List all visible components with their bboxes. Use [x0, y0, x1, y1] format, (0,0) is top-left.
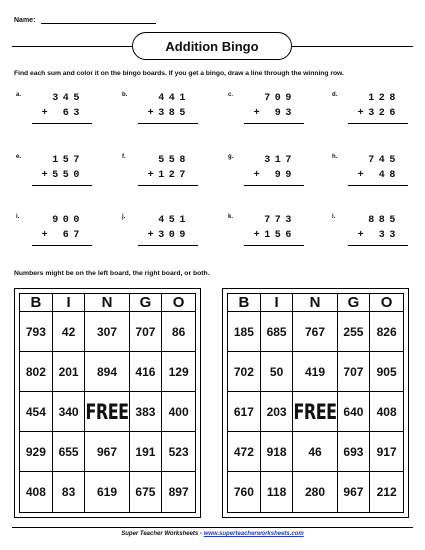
- free-space-label: FREE: [85, 398, 129, 425]
- problem-label: c.: [228, 92, 234, 98]
- right-bingo-board: [222, 288, 409, 518]
- left-bingo-board: [14, 288, 201, 518]
- right-bingo-grid: [227, 293, 404, 513]
- left-bingo-cell[interactable]: 675: [130, 472, 163, 512]
- left-free-space[interactable]: [85, 392, 129, 432]
- problem-answer-line[interactable]: [32, 245, 92, 246]
- name-label: Name:: [14, 17, 36, 24]
- left-bingo-cell[interactable]: 619: [85, 472, 129, 512]
- right-bingo-cell[interactable]: 640: [338, 392, 371, 432]
- problem-label: a.: [16, 92, 22, 98]
- left-bingo-cell[interactable]: 523: [162, 432, 195, 472]
- right-bingo-cell[interactable]: 702: [228, 352, 261, 392]
- right-bingo-cell[interactable]: 46: [293, 432, 337, 472]
- problem-label: f.: [122, 154, 126, 160]
- right-free-space[interactable]: [293, 392, 337, 432]
- right-bingo-cell[interactable]: 203: [261, 392, 294, 432]
- right-bingo-cell[interactable]: 118: [261, 472, 294, 512]
- problem-addend-bottom: + 33: [357, 230, 400, 241]
- left-bingo-cell[interactable]: 929: [20, 432, 53, 472]
- left-bingo-cell[interactable]: 793: [20, 312, 53, 352]
- problem-addend-top: 345: [52, 93, 84, 104]
- problem-answer-line[interactable]: [348, 245, 408, 246]
- problem-answer-line[interactable]: [138, 123, 198, 124]
- problem-g: [228, 154, 318, 204]
- problem-a: [16, 92, 106, 142]
- left-bingo-cell[interactable]: 454: [20, 392, 53, 432]
- problem-answer-line[interactable]: [244, 245, 304, 246]
- problem-addend-bottom: + 63: [41, 108, 84, 119]
- problem-addend-top: 157: [52, 155, 84, 166]
- problem-answer-line[interactable]: [138, 185, 198, 186]
- left-header-b: B: [20, 294, 53, 312]
- page-title: Addition Bingo: [132, 32, 292, 60]
- problem-addend-top: 709: [264, 93, 296, 104]
- left-bingo-cell[interactable]: 416: [130, 352, 163, 392]
- right-bingo-cell[interactable]: 826: [370, 312, 403, 352]
- right-bingo-cell[interactable]: 707: [338, 352, 371, 392]
- problem-j: [122, 214, 212, 264]
- problem-l: [332, 214, 422, 264]
- problem-addend-bottom: +127: [147, 170, 190, 181]
- left-bingo-cell[interactable]: 408: [20, 472, 53, 512]
- left-bingo-cell[interactable]: 655: [53, 432, 86, 472]
- right-bingo-cell[interactable]: 50: [261, 352, 294, 392]
- right-bingo-cell[interactable]: 760: [228, 472, 261, 512]
- name-blank-line[interactable]: [41, 16, 156, 24]
- right-bingo-cell[interactable]: 408: [370, 392, 403, 432]
- left-bingo-cell[interactable]: 201: [53, 352, 86, 392]
- right-bingo-cell[interactable]: 905: [370, 352, 403, 392]
- problem-addend-bottom: +385: [147, 108, 190, 119]
- left-bingo-cell[interactable]: 967: [85, 432, 129, 472]
- problem-e: [16, 154, 106, 204]
- left-bingo-cell[interactable]: 400: [162, 392, 195, 432]
- problem-addend-top: 451: [158, 215, 190, 226]
- right-bingo-cell[interactable]: 280: [293, 472, 337, 512]
- problem-c: [228, 92, 318, 142]
- problem-d: [332, 92, 422, 142]
- problem-addend-bottom: + 48: [357, 170, 400, 181]
- right-bingo-cell[interactable]: 918: [261, 432, 294, 472]
- problem-addend-top: 558: [158, 155, 190, 166]
- instructions-text: Find each sum and color it on the bingo boards. If you get a bingo, draw a line through the winning row.: [14, 70, 344, 77]
- problem-label: i.: [16, 214, 20, 220]
- right-bingo-cell[interactable]: 767: [293, 312, 337, 352]
- right-header-n: N: [293, 294, 337, 312]
- problem-addend-bottom: +326: [357, 108, 400, 119]
- right-bingo-cell[interactable]: 617: [228, 392, 261, 432]
- footer-link[interactable]: www.superteacherworksheets.com: [203, 531, 304, 537]
- problem-answer-line[interactable]: [348, 185, 408, 186]
- left-bingo-cell[interactable]: 86: [162, 312, 195, 352]
- problem-answer-line[interactable]: [32, 185, 92, 186]
- problem-addend-bottom: +309: [147, 230, 190, 241]
- problem-label: b.: [122, 92, 128, 98]
- right-header-b: B: [228, 294, 261, 312]
- left-header-n: N: [85, 294, 129, 312]
- problem-k: [228, 214, 318, 264]
- problem-label: l.: [332, 214, 336, 220]
- name-row: [14, 16, 156, 24]
- footer-rule: [12, 527, 413, 528]
- right-bingo-cell[interactable]: 693: [338, 432, 371, 472]
- problem-label: d.: [332, 92, 338, 98]
- left-header-i: I: [53, 294, 86, 312]
- right-bingo-cell[interactable]: 472: [228, 432, 261, 472]
- left-bingo-cell[interactable]: 383: [130, 392, 163, 432]
- problem-f: [122, 154, 212, 204]
- problem-addend-top: 900: [52, 215, 84, 226]
- left-bingo-cell[interactable]: 307: [85, 312, 129, 352]
- right-bingo-cell[interactable]: 685: [261, 312, 294, 352]
- left-bingo-cell[interactable]: 340: [53, 392, 86, 432]
- problem-addend-top: 317: [264, 155, 296, 166]
- right-header-g: G: [338, 294, 371, 312]
- left-bingo-cell[interactable]: 129: [162, 352, 195, 392]
- right-bingo-cell[interactable]: 967: [338, 472, 371, 512]
- problem-label: j.: [122, 214, 126, 220]
- problem-b: [122, 92, 212, 142]
- problem-label: h.: [332, 154, 338, 160]
- right-bingo-cell[interactable]: 212: [376, 485, 397, 499]
- right-bingo-cell[interactable]: 255: [338, 312, 371, 352]
- right-bingo-cell[interactable]: 419: [293, 352, 337, 392]
- footer: [0, 531, 425, 537]
- right-bingo-cell[interactable]: 185: [228, 312, 261, 352]
- problem-addend-top: 773: [264, 215, 296, 226]
- problem-addend-bottom: +550: [41, 170, 84, 181]
- problem-addend-bottom: + 99: [253, 170, 296, 181]
- problem-addend-top: 885: [368, 215, 400, 226]
- problem-answer-line[interactable]: [244, 123, 304, 124]
- problem-addend-top: 128: [368, 93, 400, 104]
- problem-label: e.: [16, 154, 22, 160]
- left-bingo-cell[interactable]: 707: [130, 312, 163, 352]
- left-bingo-cell[interactable]: 42: [53, 312, 86, 352]
- left-bingo-cell[interactable]: 894: [85, 352, 129, 392]
- left-bingo-cell[interactable]: 191: [130, 432, 163, 472]
- problem-answer-line[interactable]: [32, 123, 92, 124]
- boards-note: Numbers might be on the left board, the right board, or both.: [14, 270, 210, 277]
- problem-addend-top: 745: [368, 155, 400, 166]
- right-header-o: O: [370, 294, 403, 312]
- problem-addend-bottom: + 67: [41, 230, 84, 241]
- right-bingo-cell[interactable]: 917: [370, 432, 403, 472]
- footer-brand: Super Teacher Worksheets: [121, 531, 199, 537]
- left-bingo-grid: [19, 293, 196, 513]
- problem-label: k.: [228, 214, 234, 220]
- left-bingo-cell[interactable]: 83: [53, 472, 86, 512]
- footer-separator: -: [198, 531, 204, 537]
- problem-h: [332, 154, 422, 204]
- problem-answer-line[interactable]: [244, 185, 304, 186]
- problem-answer-line[interactable]: [138, 245, 198, 246]
- left-header-g: G: [130, 294, 163, 312]
- problem-answer-line[interactable]: [348, 123, 408, 124]
- problem-label: g.: [228, 154, 234, 160]
- right-header-i: I: [261, 294, 294, 312]
- problem-addend-bottom: +156: [253, 230, 296, 241]
- problem-i: [16, 214, 106, 264]
- problem-addend-bottom: + 93: [253, 108, 296, 119]
- free-space-label: FREE: [293, 398, 337, 425]
- left-bingo-cell[interactable]: 897: [168, 485, 189, 499]
- left-header-o: O: [162, 294, 195, 312]
- left-bingo-cell[interactable]: 802: [20, 352, 53, 392]
- problem-addend-top: 441: [158, 93, 190, 104]
